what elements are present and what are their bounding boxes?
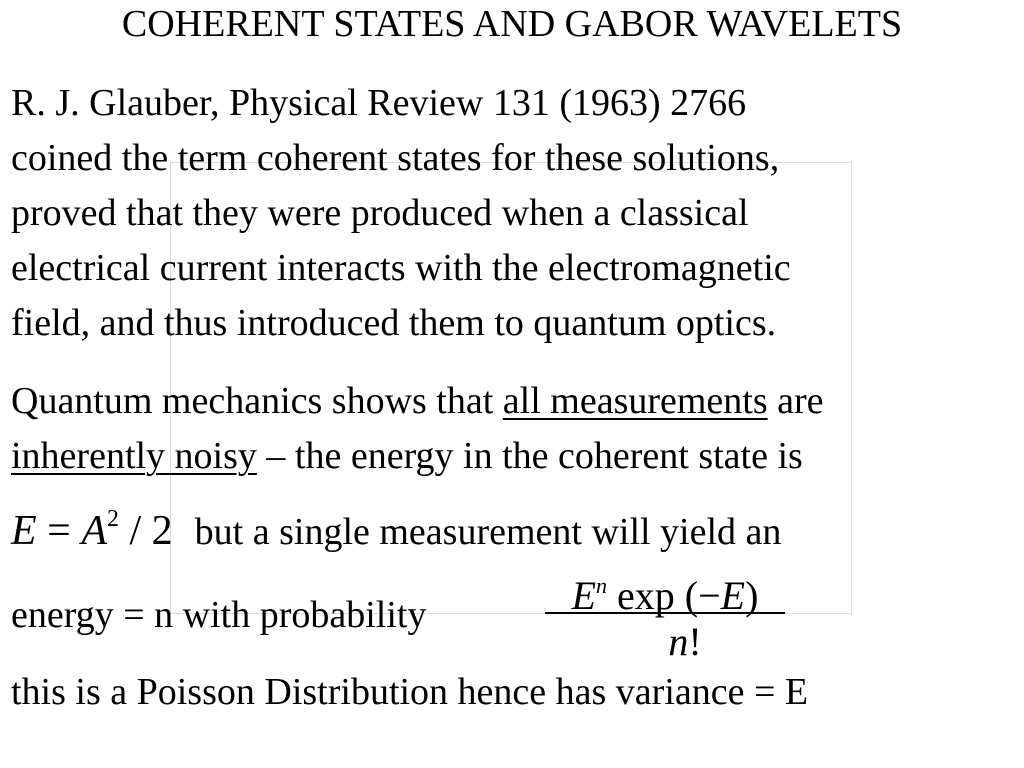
text-segment: Quantum mechanics shows that: [11, 380, 503, 422]
paragraph-line: [11, 374, 824, 429]
energy-line: [11, 492, 781, 560]
formula-lhs: E: [11, 508, 37, 554]
paragraph-line: field, and thus introduced them to quantum optics.: [11, 302, 777, 344]
fraction-numerator: [545, 560, 785, 618]
paragraph-line: coined the term coherent states for these solutions,: [11, 137, 780, 179]
arg-open: (−: [684, 573, 721, 618]
formula-base: A: [81, 508, 107, 554]
paragraph-line: R. J. Glauber, Physical Review 131 (1963) 2766: [11, 82, 747, 124]
paragraph-glauber: [11, 76, 791, 351]
formula-denominator: 2: [151, 508, 173, 554]
poisson-fraction: [545, 560, 785, 670]
energy-formula: [11, 508, 173, 554]
formula-eq: =: [36, 508, 82, 554]
arg-close: ): [745, 573, 759, 618]
paragraph-measurement: [11, 374, 824, 484]
paragraph-line: electrical current interacts with the electromagnetic: [11, 247, 791, 289]
exp-function: exp: [607, 573, 675, 618]
formula-divide: /: [119, 508, 152, 554]
underlined-text: inherently noisy: [11, 435, 257, 477]
conclusion-text: this is a Poisson Distribution hence has variance = E: [11, 671, 809, 713]
paragraph-line: [11, 429, 824, 484]
numerator-exponent: n: [596, 573, 607, 598]
numerator-base: E: [571, 573, 596, 618]
energy-text: but a single measurement will yield an: [194, 511, 782, 553]
arg-var: E: [720, 573, 746, 618]
underlined-text: all measurements: [502, 380, 768, 422]
text-segment: are: [767, 380, 824, 422]
formula-exponent: 2: [107, 506, 119, 532]
probability-text: energy = n with probability: [11, 594, 427, 636]
slide-title: COHERENT STATES AND GABOR WAVELETS: [121, 3, 903, 45]
paragraph-line: proved that they were produced when a classical: [11, 192, 749, 234]
text-segment: – the energy in the coherent state is: [256, 435, 803, 477]
denominator-var: n: [668, 619, 689, 664]
fraction-denominator: [545, 614, 785, 670]
denominator-op: !: [688, 619, 702, 664]
